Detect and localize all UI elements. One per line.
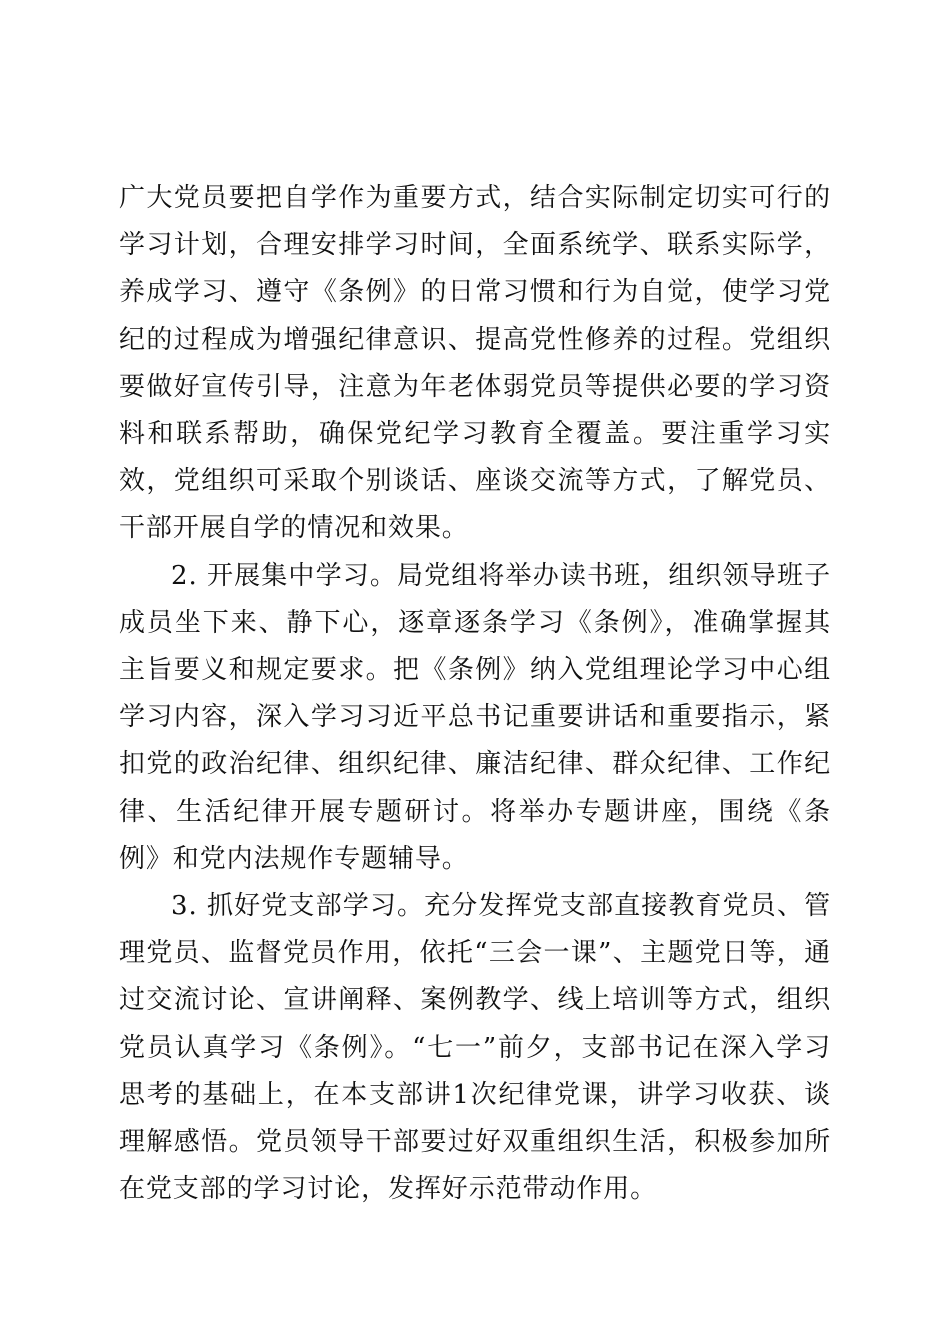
- paragraph-self-study: 广大党员要把自学作为重要方式，结合实际制定切实可行的学习计划，合理安排学习时间，全面系统学、联系实际学，养成学习、遵守《条例》的日常习惯和行为自觉，使学习党纪的过程成为增强纪律意识、提高党性修养的过程。党组织要做好宣传引导，注意为年老体弱党员等提供必要的学习资料和联系帮助，确保党纪学习教育全覆盖。要注重学习实效，党组织可采取个别谈话、座谈交流等方式，了解党员、干部开展自学的情况和效果。: [119, 183, 831, 544]
- paragraph-branch-study: 3. 抓好党支部学习。充分发挥党支部直接教育党员、管理党员、监督党员作用，依托“三会一课”、主题党日等，通过交流讨论、宣讲阐释、案例教学、线上培训等方式，组织党员认真学习《条例》。“七一”前夕，支部书记在深入学习思考的基础上，在本支部讲1次纪律党课，讲学习收获、谈理解感悟。党员领导干部要过好双重组织生活，积极参加所在党支部的学习讨论，发挥好示范带动作用。: [119, 891, 831, 1205]
- paragraph-centralized-study: 2. 开展集中学习。局党组将举办读书班，组织领导班子成员坐下来、静下心，逐章逐条学习《条例》，准确掌握其主旨要义和规定要求。把《条例》纳入党组理论学习中心组学习内容，深入学习习近平总书记重要讲话和重要指示，紧扣党的政治纪律、组织纪律、廉洁纪律、群众纪律、工作纪律、生活纪律开展专题研讨。将举办专题讲座，围绕《条例》和党内法规作专题辅导。: [119, 560, 831, 874]
- document-body: [119, 175, 831, 1213]
